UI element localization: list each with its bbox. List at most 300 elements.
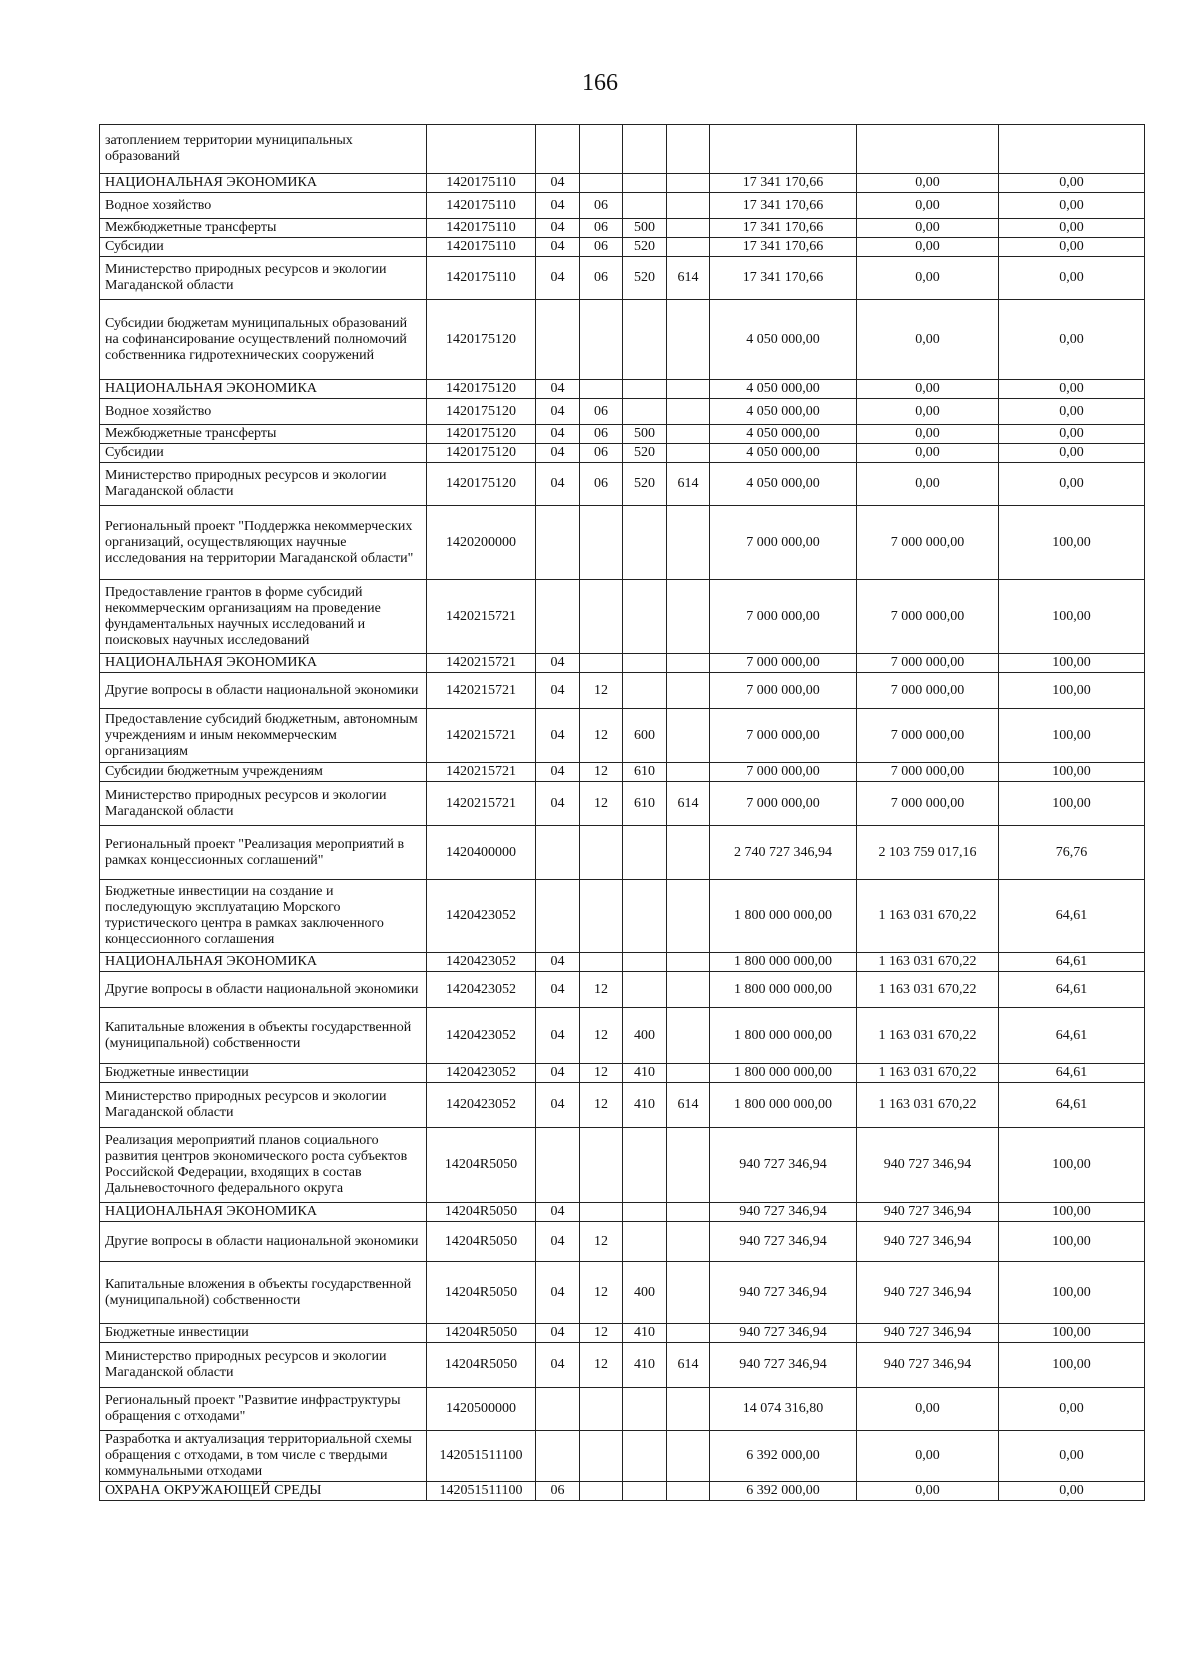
row-name: Министерство природных ресурсов и экологии Магаданской области [100,1343,427,1388]
row-plan-amount: 14 074 316,80 [710,1388,857,1431]
row-expense-type: 410 [623,1324,667,1343]
row-subsection [580,1128,623,1203]
row-ministry-code [667,972,710,1008]
row-section: 04 [536,972,580,1008]
row-ministry-code [667,1482,710,1501]
row-subsection: 12 [580,1064,623,1083]
row-percent: 0,00 [999,219,1145,238]
row-fact-amount: 940 727 346,94 [857,1203,999,1222]
row-subsection [580,506,623,580]
row-ministry-code [667,380,710,399]
table-row [100,654,1145,673]
row-code: 1420215721 [427,580,536,654]
row-plan-amount: 17 341 170,66 [710,174,857,193]
row-expense-type [623,380,667,399]
row-section: 04 [536,1343,580,1388]
row-subsection: 12 [580,1008,623,1064]
row-section: 04 [536,763,580,782]
row-code: 1420423052 [427,1008,536,1064]
row-fact-amount: 7 000 000,00 [857,673,999,709]
row-fact-amount: 940 727 346,94 [857,1324,999,1343]
row-ministry-code [667,1324,710,1343]
row-percent: 100,00 [999,1262,1145,1324]
row-plan-amount: 6 392 000,00 [710,1482,857,1501]
row-fact-amount: 7 000 000,00 [857,506,999,580]
row-section [536,1388,580,1431]
row-expense-type [623,399,667,425]
row-expense-type: 520 [623,444,667,463]
row-name: НАЦИОНАЛЬНАЯ ЭКОНОМИКА [100,953,427,972]
row-name: Субсидии бюджетным учреждениям [100,763,427,782]
row-subsection: 06 [580,463,623,506]
row-ministry-code [667,709,710,763]
row-percent: 0,00 [999,463,1145,506]
row-subsection [580,880,623,953]
row-name: Министерство природных ресурсов и экологии Магаданской области [100,1083,427,1128]
row-subsection [580,953,623,972]
row-percent: 100,00 [999,709,1145,763]
row-code: 1420215721 [427,709,536,763]
row-subsection: 12 [580,763,623,782]
table-row [100,880,1145,953]
row-expense-type [623,880,667,953]
row-code: 1420175120 [427,463,536,506]
row-plan-amount [710,125,857,174]
row-percent: 64,61 [999,1064,1145,1083]
row-name: Водное хозяйство [100,399,427,425]
row-fact-amount: 0,00 [857,425,999,444]
row-subsection [580,654,623,673]
row-name: Министерство природных ресурсов и экологии Магаданской области [100,257,427,300]
row-code: 14204R5050 [427,1262,536,1324]
row-code: 14204R5050 [427,1203,536,1222]
row-subsection [580,826,623,880]
table-row [100,763,1145,782]
row-expense-type [623,125,667,174]
row-subsection: 06 [580,257,623,300]
row-name: Капитальные вложения в объекты государственной (муниципальной) собственности [100,1262,427,1324]
row-code: 1420175120 [427,300,536,380]
row-plan-amount: 4 050 000,00 [710,425,857,444]
table-row [100,444,1145,463]
row-ministry-code: 614 [667,782,710,826]
row-code: 1420423052 [427,880,536,953]
row-percent: 100,00 [999,580,1145,654]
row-code: 14204R5050 [427,1324,536,1343]
row-plan-amount: 940 727 346,94 [710,1343,857,1388]
table-row [100,399,1145,425]
row-fact-amount: 1 163 031 670,22 [857,1083,999,1128]
row-subsection: 06 [580,425,623,444]
row-plan-amount: 4 050 000,00 [710,444,857,463]
row-subsection: 06 [580,399,623,425]
row-code: 1420423052 [427,1083,536,1128]
row-ministry-code [667,1203,710,1222]
table-row [100,782,1145,826]
row-subsection [580,380,623,399]
row-expense-type: 500 [623,219,667,238]
row-fact-amount: 0,00 [857,1431,999,1482]
row-plan-amount: 7 000 000,00 [710,580,857,654]
row-percent: 0,00 [999,174,1145,193]
row-fact-amount: 7 000 000,00 [857,654,999,673]
table-body [100,125,1145,1501]
row-name: Межбюджетные трансферты [100,425,427,444]
row-percent: 0,00 [999,1482,1145,1501]
row-code: 142051511100 [427,1482,536,1501]
row-fact-amount: 0,00 [857,463,999,506]
row-code: 1420215721 [427,782,536,826]
table-row [100,463,1145,506]
row-percent: 0,00 [999,380,1145,399]
row-plan-amount: 7 000 000,00 [710,654,857,673]
table-row [100,1388,1145,1431]
row-percent: 0,00 [999,444,1145,463]
row-name: Субсидии [100,238,427,257]
row-fact-amount: 0,00 [857,1482,999,1501]
row-expense-type: 410 [623,1064,667,1083]
table-row [100,1008,1145,1064]
row-ministry-code: 614 [667,257,710,300]
row-code: 1420175110 [427,174,536,193]
row-plan-amount: 1 800 000 000,00 [710,972,857,1008]
row-name: Реализация мероприятий планов социального развития центров экономического роста субъектов Российской Федерации, входящих в состав Дальневосточного федерального округа [100,1128,427,1203]
row-section: 04 [536,953,580,972]
row-ministry-code [667,953,710,972]
row-section: 04 [536,1222,580,1262]
row-expense-type [623,580,667,654]
row-percent: 100,00 [999,673,1145,709]
row-name: Региональный проект "Реализация мероприятий в рамках концессионных соглашений" [100,826,427,880]
row-ministry-code [667,174,710,193]
row-fact-amount: 0,00 [857,300,999,380]
row-fact-amount: 7 000 000,00 [857,763,999,782]
row-ministry-code [667,654,710,673]
table-row [100,1324,1145,1343]
row-subsection: 12 [580,1222,623,1262]
row-subsection: 12 [580,1262,623,1324]
row-plan-amount: 7 000 000,00 [710,709,857,763]
row-ministry-code [667,1388,710,1431]
row-section: 04 [536,1064,580,1083]
row-name: Капитальные вложения в объекты государственной (муниципальной) собственности [100,1008,427,1064]
row-percent: 100,00 [999,782,1145,826]
row-expense-type [623,1128,667,1203]
row-percent: 100,00 [999,763,1145,782]
row-plan-amount: 940 727 346,94 [710,1128,857,1203]
row-expense-type [623,654,667,673]
table-row [100,174,1145,193]
row-expense-type [623,826,667,880]
row-plan-amount: 940 727 346,94 [710,1262,857,1324]
row-fact-amount: 1 163 031 670,22 [857,1064,999,1083]
row-name: Бюджетные инвестиции [100,1064,427,1083]
row-expense-type [623,673,667,709]
row-fact-amount: 2 103 759 017,16 [857,826,999,880]
row-subsection [580,580,623,654]
page-number: 166 [582,70,618,96]
row-section: 04 [536,399,580,425]
row-code: 1420215721 [427,763,536,782]
row-expense-type: 410 [623,1343,667,1388]
row-name: Другие вопросы в области национальной экономики [100,1222,427,1262]
row-name: Бюджетные инвестиции [100,1324,427,1343]
row-plan-amount: 1 800 000 000,00 [710,1064,857,1083]
row-expense-type [623,1222,667,1262]
row-expense-type [623,953,667,972]
row-subsection: 12 [580,1324,623,1343]
row-section [536,300,580,380]
row-percent: 0,00 [999,257,1145,300]
table-row [100,972,1145,1008]
row-section [536,880,580,953]
row-code: 1420175120 [427,444,536,463]
row-plan-amount: 1 800 000 000,00 [710,1083,857,1128]
row-code: 14204R5050 [427,1128,536,1203]
row-plan-amount: 17 341 170,66 [710,257,857,300]
row-fact-amount: 1 163 031 670,22 [857,880,999,953]
row-name: Предоставление грантов в форме субсидий некоммерческим организациям на проведение фундаментальных научных исследований и поисковых научных исследований [100,580,427,654]
table-row [100,380,1145,399]
row-percent: 0,00 [999,1388,1145,1431]
row-plan-amount: 1 800 000 000,00 [710,1008,857,1064]
row-percent: 100,00 [999,654,1145,673]
row-section: 04 [536,238,580,257]
row-code: 14204R5050 [427,1222,536,1262]
row-section [536,826,580,880]
row-expense-type [623,1431,667,1482]
row-expense-type [623,1388,667,1431]
row-fact-amount: 7 000 000,00 [857,580,999,654]
row-section: 04 [536,1324,580,1343]
row-ministry-code: 614 [667,1083,710,1128]
row-fact-amount: 0,00 [857,193,999,219]
row-percent: 100,00 [999,1203,1145,1222]
row-plan-amount: 7 000 000,00 [710,782,857,826]
row-fact-amount: 7 000 000,00 [857,709,999,763]
row-percent: 100,00 [999,1222,1145,1262]
row-section: 04 [536,709,580,763]
row-section: 04 [536,174,580,193]
row-expense-type: 400 [623,1262,667,1324]
row-subsection [580,1482,623,1501]
row-section: 04 [536,463,580,506]
row-percent: 0,00 [999,399,1145,425]
row-name: Другие вопросы в области национальной экономики [100,673,427,709]
row-fact-amount: 1 163 031 670,22 [857,953,999,972]
row-expense-type: 520 [623,257,667,300]
row-expense-type: 500 [623,425,667,444]
row-section: 04 [536,380,580,399]
row-percent [999,125,1145,174]
row-ministry-code [667,300,710,380]
row-plan-amount: 1 800 000 000,00 [710,880,857,953]
row-section: 04 [536,782,580,826]
row-ministry-code [667,125,710,174]
row-plan-amount: 17 341 170,66 [710,238,857,257]
row-fact-amount [857,125,999,174]
row-code: 1420175120 [427,380,536,399]
row-code: 1420175110 [427,257,536,300]
row-section: 04 [536,673,580,709]
row-percent: 0,00 [999,1431,1145,1482]
table-row [100,300,1145,380]
row-name: Региональный проект "Развитие инфраструктуры обращения с отходами" [100,1388,427,1431]
row-expense-type [623,174,667,193]
row-code: 1420175110 [427,219,536,238]
row-section: 04 [536,257,580,300]
table-row [100,580,1145,654]
row-section: 06 [536,1482,580,1501]
row-ministry-code [667,763,710,782]
table-row [100,709,1145,763]
row-fact-amount: 1 163 031 670,22 [857,1008,999,1064]
row-ministry-code [667,1222,710,1262]
row-name: НАЦИОНАЛЬНАЯ ЭКОНОМИКА [100,1203,427,1222]
row-fact-amount: 1 163 031 670,22 [857,972,999,1008]
row-plan-amount: 2 740 727 346,94 [710,826,857,880]
row-plan-amount: 940 727 346,94 [710,1222,857,1262]
row-section [536,506,580,580]
row-percent: 0,00 [999,300,1145,380]
row-expense-type: 520 [623,463,667,506]
row-code: 1420215721 [427,654,536,673]
table-row [100,125,1145,174]
row-expense-type [623,506,667,580]
row-plan-amount: 940 727 346,94 [710,1203,857,1222]
row-name: Региональный проект "Поддержка некоммерческих организаций, осуществляющих научные исследования на территории Магаданской области" [100,506,427,580]
row-name: Бюджетные инвестиции на создание и последующую эксплуатацию Морского туристического центра в рамках заключенного концессионного соглашения [100,880,427,953]
row-code: 1420423052 [427,953,536,972]
row-subsection: 06 [580,219,623,238]
table-row [100,257,1145,300]
row-section: 04 [536,444,580,463]
row-name: НАЦИОНАЛЬНАЯ ЭКОНОМИКА [100,654,427,673]
row-expense-type: 610 [623,782,667,826]
row-ministry-code [667,1064,710,1083]
row-percent: 100,00 [999,506,1145,580]
table-row [100,1083,1145,1128]
row-code: 1420500000 [427,1388,536,1431]
row-subsection: 12 [580,972,623,1008]
row-name: Предоставление субсидий бюджетным, автономным учреждениям и иным некоммерческим организациям [100,709,427,763]
row-subsection [580,300,623,380]
row-subsection: 12 [580,782,623,826]
row-code [427,125,536,174]
row-section: 04 [536,1203,580,1222]
row-subsection: 06 [580,444,623,463]
row-fact-amount: 0,00 [857,444,999,463]
table-row [100,1431,1145,1482]
row-expense-type: 400 [623,1008,667,1064]
row-code: 1420423052 [427,1064,536,1083]
row-plan-amount: 6 392 000,00 [710,1431,857,1482]
row-percent: 64,61 [999,972,1145,1008]
row-fact-amount: 0,00 [857,380,999,399]
row-section [536,1431,580,1482]
row-section [536,580,580,654]
row-percent: 64,61 [999,1008,1145,1064]
row-fact-amount: 940 727 346,94 [857,1128,999,1203]
row-percent: 100,00 [999,1324,1145,1343]
table-row [100,1343,1145,1388]
row-subsection: 12 [580,1083,623,1128]
table-row [100,1064,1145,1083]
row-fact-amount: 940 727 346,94 [857,1343,999,1388]
row-percent: 0,00 [999,425,1145,444]
row-ministry-code [667,193,710,219]
table-row [100,826,1145,880]
row-ministry-code [667,399,710,425]
row-code: 1420175120 [427,399,536,425]
row-expense-type [623,972,667,1008]
row-ministry-code [667,580,710,654]
row-ministry-code: 614 [667,463,710,506]
row-ministry-code: 614 [667,1343,710,1388]
row-subsection: 06 [580,238,623,257]
row-plan-amount: 7 000 000,00 [710,506,857,580]
table-row [100,1203,1145,1222]
row-plan-amount: 17 341 170,66 [710,193,857,219]
row-fact-amount: 940 727 346,94 [857,1262,999,1324]
row-expense-type: 410 [623,1083,667,1128]
table-row [100,1482,1145,1501]
row-plan-amount: 17 341 170,66 [710,219,857,238]
row-name: Министерство природных ресурсов и экологии Магаданской области [100,463,427,506]
row-percent: 0,00 [999,193,1145,219]
row-section: 04 [536,425,580,444]
table-row [100,1262,1145,1324]
row-subsection: 06 [580,193,623,219]
row-name: Другие вопросы в области национальной экономики [100,972,427,1008]
row-name: затоплением территории муниципальных образований [100,125,427,174]
row-section: 04 [536,1008,580,1064]
row-code: 1420175110 [427,238,536,257]
table-row [100,219,1145,238]
row-subsection: 12 [580,1343,623,1388]
row-ministry-code [667,425,710,444]
row-percent: 100,00 [999,1343,1145,1388]
row-name: Министерство природных ресурсов и экологии Магаданской области [100,782,427,826]
row-expense-type: 520 [623,238,667,257]
row-code: 1420423052 [427,972,536,1008]
row-code: 142051511100 [427,1431,536,1482]
row-expense-type [623,1203,667,1222]
row-fact-amount: 0,00 [857,1388,999,1431]
row-ministry-code [667,1262,710,1324]
row-plan-amount: 4 050 000,00 [710,380,857,399]
row-plan-amount: 4 050 000,00 [710,399,857,425]
row-section: 04 [536,654,580,673]
row-subsection [580,1431,623,1482]
row-fact-amount: 0,00 [857,238,999,257]
row-name: Разработка и актуализация территориальной схемы обращения с отходами, в том числе с твердыми коммунальными отходами [100,1431,427,1482]
row-name: Субсидии бюджетам муниципальных образований на софинансирование осуществлений полномочий собственника гидротехнических сооружений [100,300,427,380]
row-ministry-code [667,444,710,463]
budget-table [99,124,1145,1501]
row-code: 1420400000 [427,826,536,880]
row-code: 1420200000 [427,506,536,580]
row-fact-amount: 0,00 [857,257,999,300]
table-row [100,953,1145,972]
row-code: 1420175120 [427,425,536,444]
row-fact-amount: 0,00 [857,174,999,193]
row-expense-type [623,1482,667,1501]
table-row [100,673,1145,709]
row-ministry-code [667,506,710,580]
row-ministry-code [667,238,710,257]
table-row [100,425,1145,444]
